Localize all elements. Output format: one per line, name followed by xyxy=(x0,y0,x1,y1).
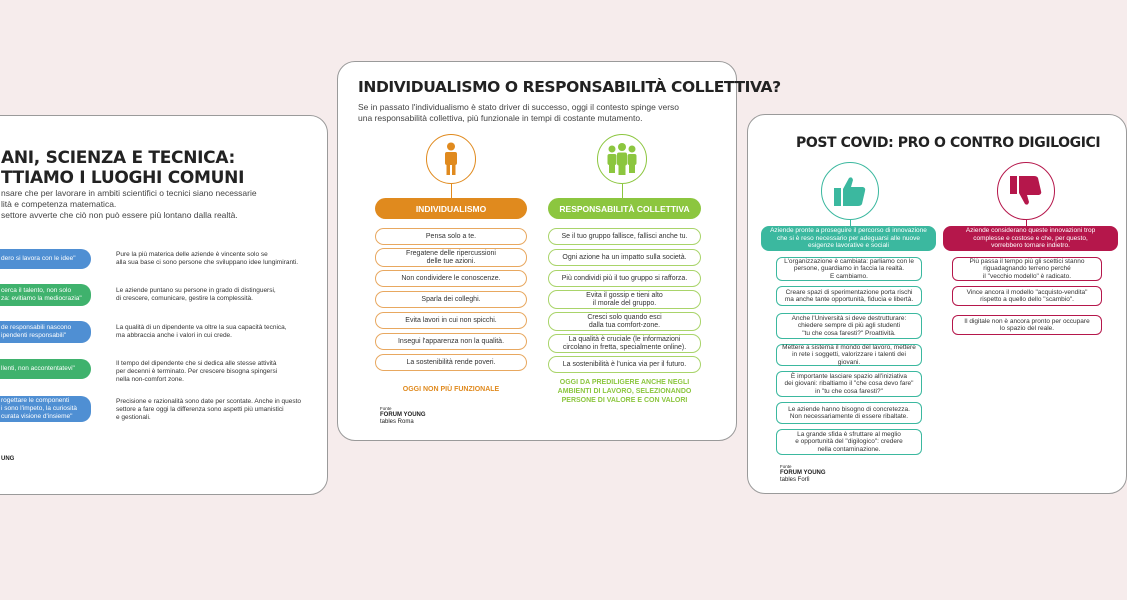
pro-item: Le aziende hanno bisogno di concretezza. Non necessariamente di essere ribaltate. xyxy=(776,402,922,424)
individualism-item: Insegui l'apparenza non la qualità. xyxy=(375,333,527,350)
left-card-footer: UNG xyxy=(1,456,15,462)
collective-item: Ogni azione ha un impatto sulla società. xyxy=(548,249,701,266)
center-card-title: INDIVIDUALISMO O RESPONSABILITÀ COLLETTIVA? xyxy=(358,78,781,96)
card-stem-myths xyxy=(0,115,328,495)
individualism-item: Evita lavori in cui non spicchi. xyxy=(375,312,527,329)
myth-description: Le aziende puntano su persone in grado di distinguersi, di crescere, comunicare, gestire la complessità. xyxy=(116,287,276,302)
center-card-subtitle: Se in passato l'individualismo è stato driver di successo, oggi il contesto spinge verso una responsabilità collettiva, più funzionale in tempi di costante mutamento. xyxy=(358,102,680,123)
pro-header: Aziende pronte a proseguire il percorso di innovazione che si è reso necessario per adeguarsi alle nuove esigenze lavorative e sociali xyxy=(761,226,936,251)
right-card-title: POST COVID: PRO O CONTRO DIGILOGICI xyxy=(796,135,1101,151)
person-icon xyxy=(426,134,476,184)
myth-pill: de responsabili nascono ipendenti responsabili" xyxy=(0,321,91,343)
collective-item: Cresci solo quando esci dalla tua comfort-zone. xyxy=(548,312,701,331)
collective-item: Evita il gossip e tieni alto il morale del gruppo. xyxy=(548,290,701,309)
collective-item: La sostenibilità è l'unica via per il futuro. xyxy=(548,356,701,373)
individualism-item: Non condividere le conoscenze. xyxy=(375,270,527,287)
individualism-header: INDIVIDUALISMO xyxy=(375,198,527,219)
myth-description: La qualità di un dipendente va oltre la sua capacità tecnica, ma abbraccia anche i valori in cui crede. xyxy=(116,324,287,339)
collective-header: RESPONSABILITÀ COLLETTIVA xyxy=(548,198,701,219)
pro-item: L'organizzazione è cambiata: parliamo con le persone, guardiamo in faccia la realtà. E cambiamo. xyxy=(776,257,922,281)
card-post-covid xyxy=(747,114,1127,494)
myth-pill: dero si lavora con le idee" xyxy=(0,249,91,269)
pro-item: È importante lasciare spazio all'iniziativa dei giovani: ribaltiamo il "che cosa devo fare" in "tu che cosa faresti?" xyxy=(776,371,922,397)
individualism-item: Sparla dei colleghi. xyxy=(375,291,527,308)
left-card-subtitle: nsare che per lavorare in ambiti scientifici o tecnici siano necessarie lità e competenza matematica. settore avverte che ciò non può essere più lontano dalla realtà. xyxy=(1,188,257,220)
pro-item: La grande sfida è sfruttare al meglio e opportunità del "digilogico": credere nella contaminazione. xyxy=(776,429,922,455)
collective-item: Se il tuo gruppo fallisce, fallisci anche tu. xyxy=(548,228,701,245)
individualism-note: OGGI NON PIÙ FUNZIONALE xyxy=(402,386,500,393)
contra-item: Vince ancora il modello "acquisto-vendita" rispetto a quello dello "scambio". xyxy=(952,286,1102,306)
thumbs-up-icon xyxy=(821,162,879,220)
individualism-item: Pensa solo a te. xyxy=(375,228,527,245)
pro-item: Mettere a sistema il mondo del lavoro, mettere in rete i soggetti, valorizzare i talenti dei giovani. xyxy=(776,344,922,366)
center-card-footer: Fonte FORUM YOUNG tables Roma xyxy=(380,406,426,425)
right-card-footer: Fonte FORUM YOUNG tables Forlì xyxy=(780,464,826,483)
collective-item: Più condividi più il tuo gruppo si rafforza. xyxy=(548,270,701,287)
contra-header: Aziende considerano queste innovazioni trop complesse e costose e che, per questo, vorrebbero tornare indietro. xyxy=(943,226,1118,251)
myth-pill: cerca il talento, non solo za: evitiamo la mediocrazia" xyxy=(0,284,91,306)
myth-description: Il tempo del dipendente che si dedica alle stesse attività per decenni è terminato. Per crescere bisogna spingersi nella non-comfort zone. xyxy=(116,360,278,383)
contra-item: Il digitale non è ancora pronto per occupare lo spazio del reale. xyxy=(952,315,1102,335)
left-card-title: ANI, SCIENZA E TECNICA: TTIAMO I LUOGHI COMUNI xyxy=(1,148,245,188)
individualism-item: Fregatene delle ripercussioni delle tue azioni. xyxy=(375,248,527,267)
collective-note: OGGI DA PREDILIGERE ANCHE NEGLI AMBIENTI DI LAVORO, SELEZIONANDO PERSONE DI VALORE E CON VALORI xyxy=(557,379,692,404)
collective-item: La qualità è cruciale (le informazioni circolano in fretta, specialmente online). xyxy=(548,334,701,353)
myth-pill: llenti, non accontentatevi" xyxy=(0,359,91,379)
pro-item: Anche l'Università si deve destrutturare: chiedere sempre di più agli studenti "tu che cosa faresti?" Proattività. xyxy=(776,313,922,339)
pro-item: Creare spazi di sperimentazione porta rischi ma anche tante opportunità, fiducia e libertà. xyxy=(776,286,922,306)
thumbs-down-icon xyxy=(997,162,1055,220)
connector-line xyxy=(451,184,452,198)
myth-pill: rogettare le componenti i sono l'impeto, la curiosità curata visione d'insieme" xyxy=(0,396,91,422)
myth-description: Pure la più materica delle aziende è vincente solo se alla sua base ci sono persone che sviluppano idee lungimiranti. xyxy=(116,251,299,266)
card-individualism xyxy=(337,61,781,441)
individualism-item: La sostenibilità rende poveri. xyxy=(375,354,527,371)
contra-item: Più passa il tempo più gli scettici stanno riguadagnando terreno perché il "vecchio modello" è radicato. xyxy=(952,257,1102,281)
group-icon xyxy=(597,134,647,184)
connector-line xyxy=(622,184,623,198)
myth-description: Precisione e razionalità sono date per scontate. Anche in questo settore a fare oggi la differenza sono aspetti più umanistici e gestionali. xyxy=(116,398,302,421)
